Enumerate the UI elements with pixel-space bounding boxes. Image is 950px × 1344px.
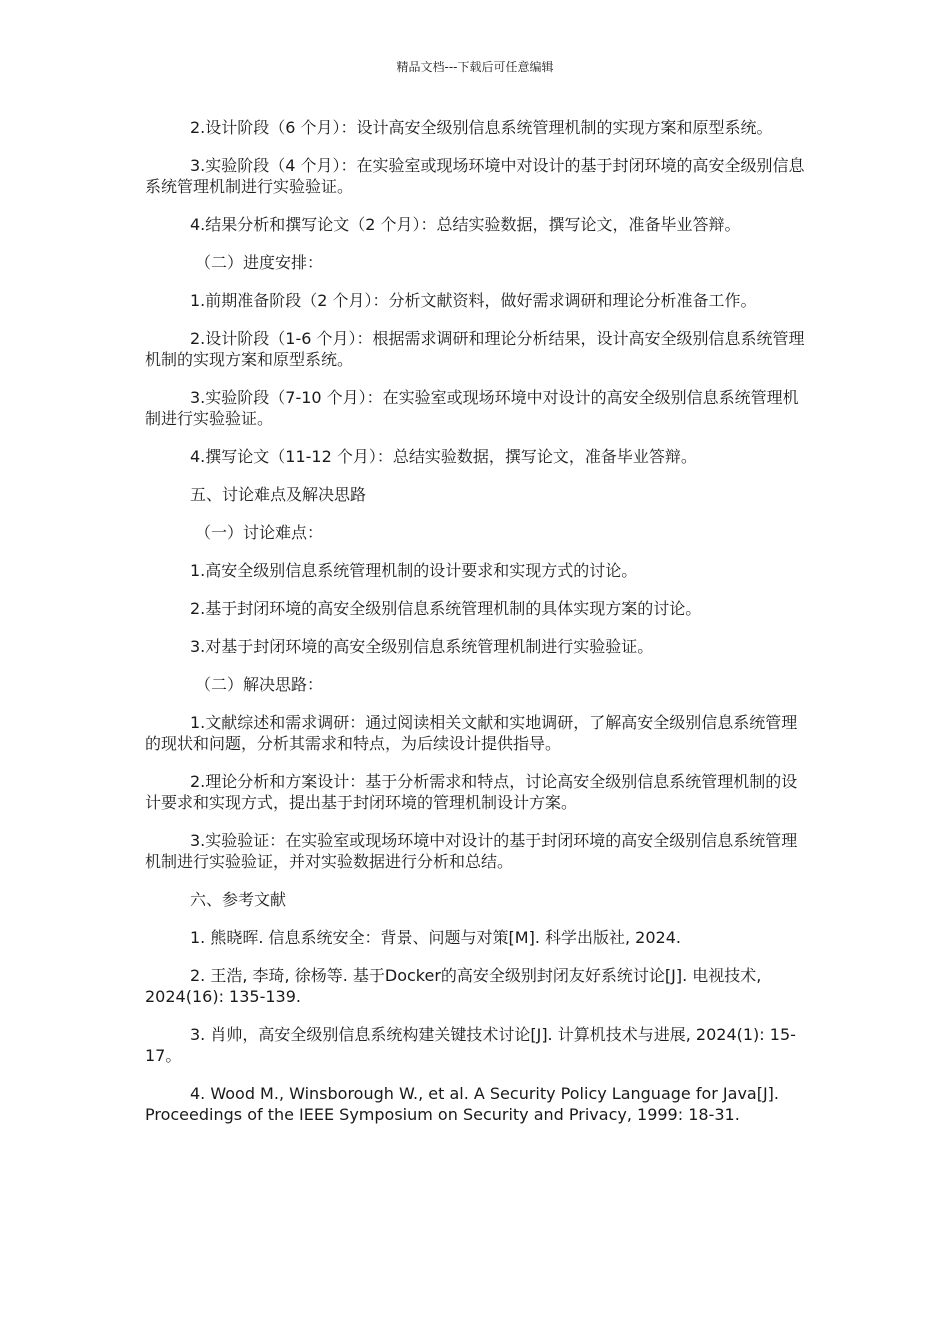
document-body — [145, 117, 810, 1142]
subsection-heading: （二）进度安排： — [195, 253, 324, 272]
reference-item: 1. 熊晓晖. 信息系统安全：背景、问题与对策[M]. 科学出版社, 2024. — [190, 928, 681, 947]
paragraph: 3.对基于封闭环境的高安全级别信息系统管理机制进行实验验证。 — [190, 637, 654, 656]
subsection-heading: （一）讨论难点： — [195, 523, 324, 542]
paragraph: 3.实验阶段（7-10 个月）：在实验室或现场环境中对设计的高安全级别信息系统管理机制进行实验验证。 — [145, 388, 799, 428]
section-heading: 六、参考文献 — [190, 890, 287, 909]
reference-item: 2. 王浩, 李琦, 徐杨等. 基于Docker的高安全级别封闭友好系统讨论[J]. 电视技术, 2024(16): 135-139. — [145, 966, 762, 1006]
paragraph: 3.实验阶段（4 个月）：在实验室或现场环境中对设计的基于封闭环境的高安全级别信息系统管理机制进行实验验证。 — [145, 156, 805, 196]
subsection-heading: （二）解决思路： — [195, 675, 324, 694]
paragraph: 1.前期准备阶段（2 个月）：分析文献资料，做好需求调研和理论分析准备工作。 — [190, 291, 757, 310]
paragraph: 2.设计阶段（1-6 个月）：根据需求调研和理论分析结果，设计高安全级别信息系统管理机制的实现方案和原型系统。 — [145, 329, 805, 369]
reference-item: 3. 肖帅，高安全级别信息系统构建关键技术讨论[J]. 计算机技术与进展, 2024(1): 15-17。 — [145, 1025, 796, 1065]
paragraph: 1.文献综述和需求调研：通过阅读相关文献和实地调研，了解高安全级别信息系统管理的现状和问题，分析其需求和特点，为后续设计提供指导。 — [145, 713, 798, 753]
paragraph: 4.撰写论文（11-12 个月）：总结实验数据，撰写论文，准备毕业答辩。 — [190, 447, 697, 466]
reference-item: 4. Wood M., Winsborough W., et al. A Security Policy Language for Java[J]. Proceedings of the IEEE Symposium on Security and Privacy, 1999: 18-31. — [145, 1084, 780, 1124]
paragraph: 2.理论分析和方案设计：基于分析需求和特点，讨论高安全级别信息系统管理机制的设计要求和实现方式，提出基于封闭环境的管理机制设计方案。 — [145, 772, 798, 812]
paragraph: 2.基于封闭环境的高安全级别信息系统管理机制的具体实现方案的讨论。 — [190, 599, 702, 618]
paragraph: 4.结果分析和撰写论文（2 个月）：总结实验数据，撰写论文，准备毕业答辩。 — [190, 215, 741, 234]
paragraph: 1.高安全级别信息系统管理机制的设计要求和实现方式的讨论。 — [190, 561, 638, 580]
paragraph: 2.设计阶段（6 个月）：设计高安全级别信息系统管理机制的实现方案和原型系统。 — [190, 118, 773, 137]
paragraph: 3.实验验证：在实验室或现场环境中对设计的基于封闭环境的高安全级别信息系统管理机制进行实验验证，并对实验数据进行分析和总结。 — [145, 831, 798, 871]
page-header: 精品文档---下载后可任意编辑 — [396, 60, 554, 74]
section-heading: 五、讨论难点及解决思路 — [190, 485, 367, 504]
